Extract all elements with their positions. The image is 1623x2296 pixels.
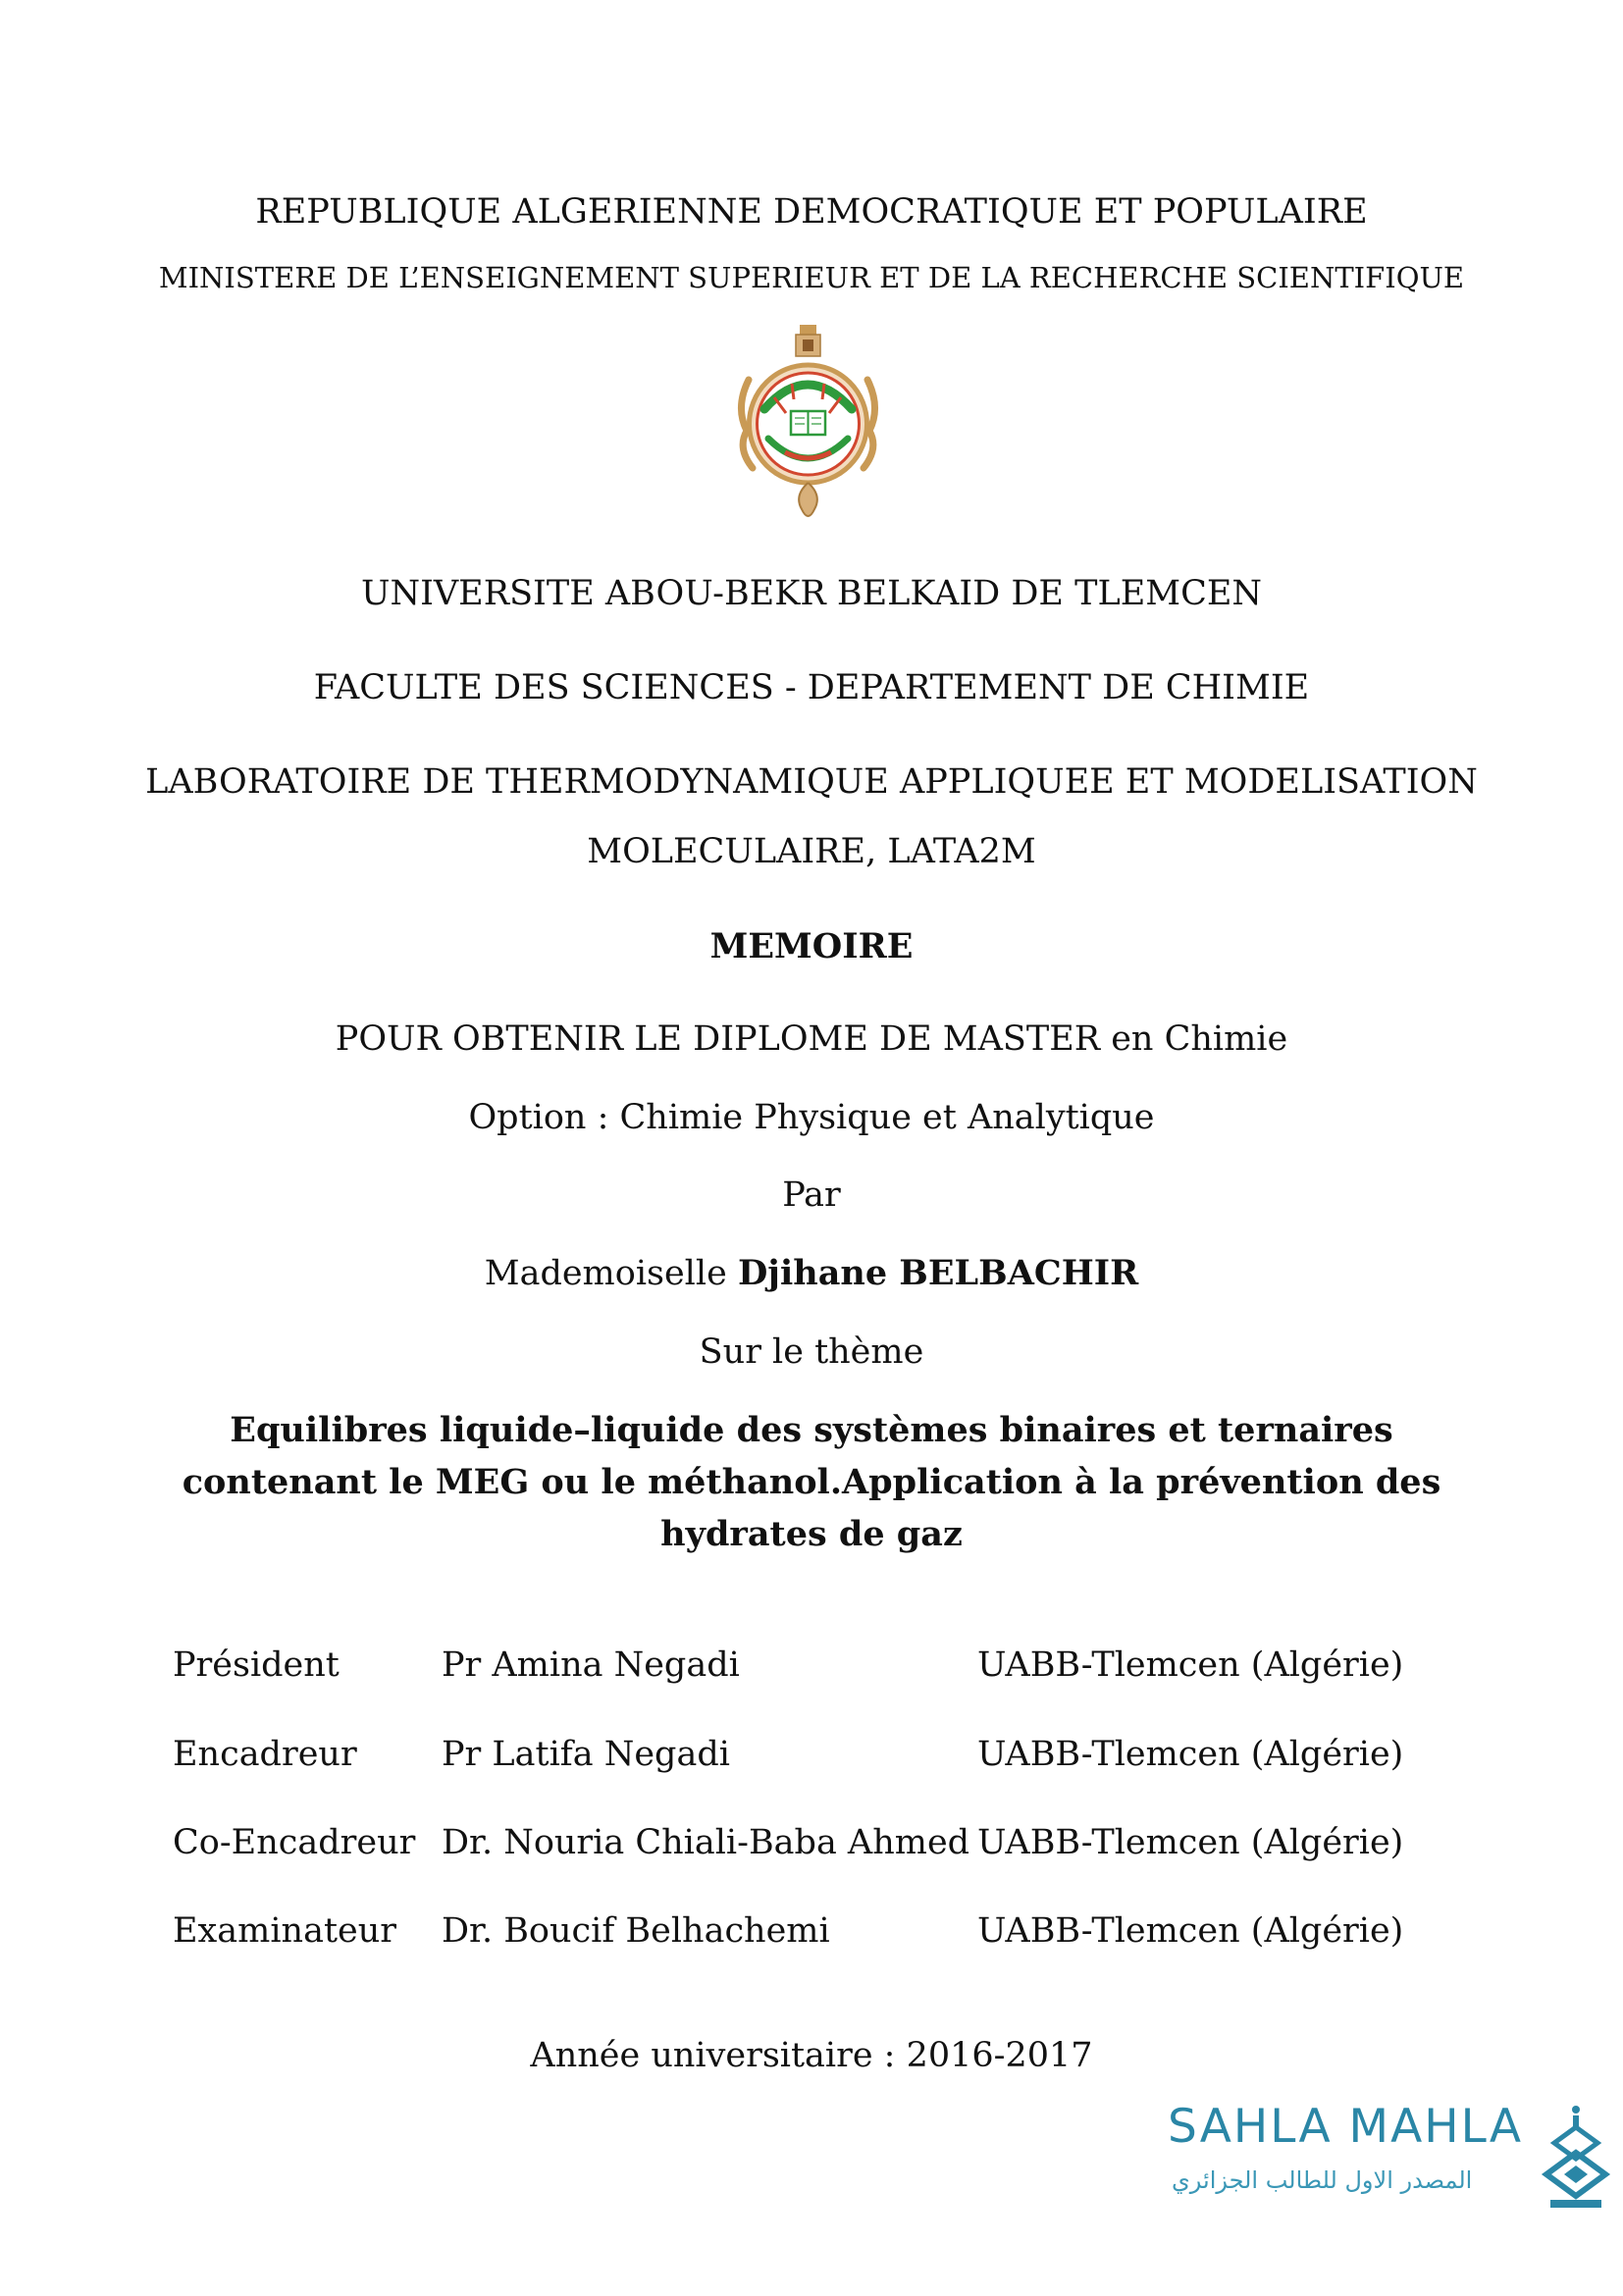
faculty-name: FACULTE DES SCIENCES - DEPARTEMENT DE CHIMIE [313, 668, 1310, 707]
thesis-title-line2: contenant le MEG ou le méthanol.Application à la prévention des [182, 1462, 1441, 1502]
jury-name: Dr. Nouria Chiali-Baba Ahmed [442, 1823, 970, 1862]
thesis-title-line3: hydrates de gaz [660, 1514, 963, 1554]
jury-affiliation: UABB-Tlemcen (Algérie) [977, 1735, 1404, 1774]
jury-role: Président [173, 1645, 340, 1685]
jury-role: Co-Encadreur [173, 1823, 416, 1862]
jury-affiliation: UABB-Tlemcen (Algérie) [977, 1911, 1404, 1951]
jury-affiliation: UABB-Tlemcen (Algérie) [977, 1823, 1404, 1862]
document-type: MEMOIRE [709, 926, 914, 966]
academic-year: Année universitaire : 2016-2017 [530, 2036, 1093, 2075]
lab-name-line1: LABORATOIRE DE THERMODYNAMIQUE APPLIQUEE ET MODELISATION [145, 762, 1478, 802]
author-prefix: Mademoiselle [484, 1254, 727, 1293]
sahla-mahla-watermark [1168, 2100, 1609, 2296]
jury-role: Encadreur [173, 1735, 357, 1774]
thesis-title-line1: Equilibres liquide–liquide des systèmes binaires et ternaires [230, 1410, 1393, 1450]
watermark-title: SAHLA MAHLA [1168, 2100, 1524, 2154]
sahla-mahla-emblem-icon [1541, 2104, 1611, 2212]
lab-name-line2: MOLECULAIRE, LATA2M [587, 832, 1036, 871]
university-name: UNIVERSITE ABOU-BEKR BELKAID DE TLEMCEN [360, 574, 1263, 613]
degree-line: POUR OBTENIR LE DIPLOME DE MASTER en Chimie [335, 1019, 1288, 1059]
republic-heading: REPUBLIQUE ALGERIENNE DEMOCRATIQUE ET POPULAIRE [255, 192, 1368, 232]
jury-role: Examinateur [173, 1911, 396, 1951]
jury-name: Pr Latifa Negadi [442, 1735, 730, 1774]
ministry-heading: MINISTERE DE L’ENSEIGNEMENT SUPERIEUR ET DE LA RECHERCHE SCIENTIFIQUE [158, 261, 1465, 294]
author-name: Djihane BELBACHIR [737, 1253, 1139, 1293]
theme-intro: Sur le thème [699, 1332, 924, 1372]
university-crest-icon [731, 321, 885, 527]
option-line: Option : Chimie Physique et Analytique [468, 1098, 1155, 1137]
author-line [0, 1253, 1623, 1293]
by-line: Par [782, 1175, 841, 1215]
jury-affiliation: UABB-Tlemcen (Algérie) [977, 1645, 1404, 1685]
jury-name: Dr. Boucif Belhachemi [442, 1911, 830, 1951]
jury-name: Pr Amina Negadi [442, 1645, 740, 1685]
watermark-subtitle: المصدر الاول للطالب الجزائري [1172, 2166, 1473, 2194]
